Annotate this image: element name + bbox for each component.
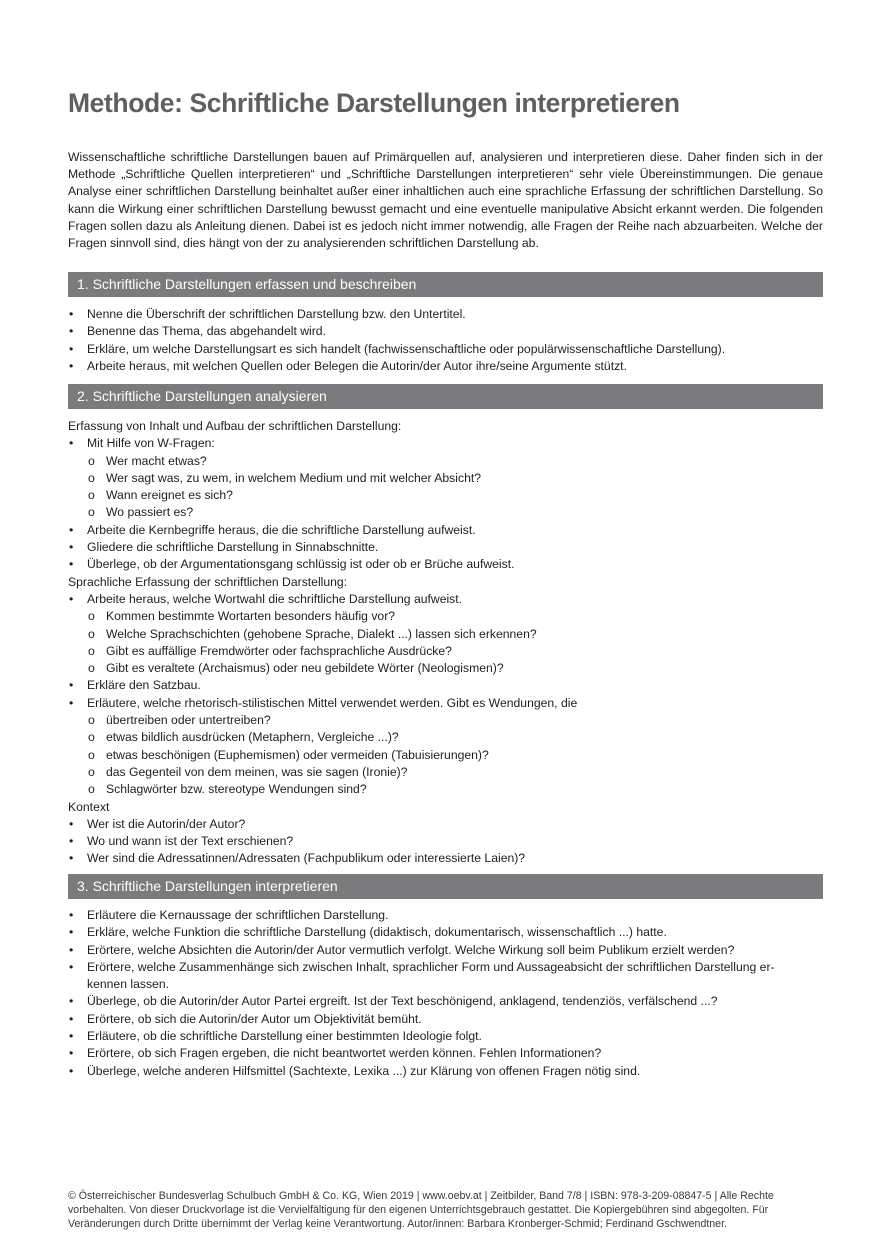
sub-list-item: o Wo passiert es? [68,504,823,521]
section-heading-1: 1. Schriftliche Darstellungen erfassen und beschreiben [68,272,823,297]
list-item: • Nenne die Überschrift der schriftlichen Darstellung bzw. den Untertitel. [68,306,823,323]
sub-list-item: o Gibt es auffällige Fremdwörter oder fachsprachliche Ausdrücke? [68,643,823,660]
list-item: • Wer sind die Adressatinnen/Adressaten (Fachpublikum oder interessierte Laien)? [68,850,823,867]
list-item: • Benenne das Thema, das abgehandelt wird. [68,323,823,340]
list-item: • Wer ist die Autorin/der Autor? [68,816,823,833]
list-item: • Überlege, welche anderen Hilfsmittel (Sachtexte, Lexika ...) zur Klärung von offenen Fragen nötig sind. [68,1063,823,1080]
intro-paragraph: Wissenschaftliche schriftliche Darstellungen bauen auf Primärquellen auf, analysieren und interpretieren diese. Daher finden sich in der Methode „Schriftliche Quellen interpretieren“ und „Schriftliche Darstellungen interpretieren“ sehr viele Übereinstimmungen. Die genaue Analyse einer schriftlichen Darstellung beinhaltet außer einer inhaltlichen auch eine sprachliche Erfassung der schriftlichen Darstellung. So kann die Wirkung einer schriftlichen Darstellung bewusst gemacht und eine eventuelle manipulative Absicht erkannt werden. Die folgenden Fragen sollen dazu als Anleitung dienen. Dabei ist es jedoch nicht immer notwendig, alle Fragen der Reihe nach abzuarbeiten. Welche der Fragen sinnvoll sind, dies hängt von der zu analysierenden schriftlichen Darstellung ab. [68,150,823,251]
list-item: • Erläutere, welche rhetorisch-stilistischen Mittel verwendet werden. Gibt es Wendungen, die [68,695,823,712]
sub-list-item: o etwas beschönigen (Euphemismen) oder vermeiden (Tabuisierungen)? [68,747,823,764]
list-item: • Erkläre, um welche Darstellungsart es sich handelt (fachwissenschaftliche oder populärwissenschaftliche Darstellung). [68,341,823,358]
sub-list-item: o Gibt es veraltete (Archaismus) oder neu gebildete Wörter (Neologismen)? [68,660,823,677]
page-title: Methode: Schriftliche Darstellungen interpretieren [68,88,680,118]
section-heading-3: 3. Schriftliche Darstellungen interpretieren [68,874,823,899]
list-item: • Wo und wann ist der Text erschienen? [68,833,823,850]
list-item: • Überlege, ob der Argumentationsgang schlüssig ist oder ob er Brüche aufweist. [68,556,823,573]
subheading: Sprachliche Erfassung der schriftlichen Darstellung: [68,574,348,589]
copyright-footer: © Österreichischer Bundesverlag Schulbuch GmbH & Co. KG, Wien 2019 | www.oebv.at | Zeitbilder, Band 7/8 | ISBN: 978-3-209-08847-5 | Alle Rechte vorbehalten. Von dieser Druckvorlage ist die Vervielfältigung für den eigenen Unterrichtsgebrauch gestattet. Die Kopiergebühren sind abgegolten. Für Veränderungen durch Dritte übernimmt der Verlag keine Verantwortung. Autor/innen: Barbara Kronberger-Schmid; Ferdinand Gschwendtner. [68,1190,774,1230]
list-item: • Erläutere, ob die schriftliche Darstellung einer bestimmten Ideologie folgt. [68,1028,823,1045]
list-item: • Arbeite heraus, welche Wortwahl die schriftliche Darstellung aufweist. [68,591,823,608]
subheading: Erfassung von Inhalt und Aufbau der schriftlichen Darstellung: [68,419,402,433]
list-item: • Überlege, ob die Autorin/der Autor Partei ergreift. Ist der Text beschönigend, anklagend, tendenziös, verfälschend ...? [68,993,823,1010]
section-2-list [68,418,823,868]
sub-list-item: o Wann ereignet es sich? [68,487,823,504]
list-item: • Erkläre, welche Funktion die schriftliche Darstellung (didaktisch, dokumentarisch, wissenschaftlich ...) hatte. [68,924,823,941]
section-3-list [68,907,823,1080]
sub-list-item: o Kommen bestimmte Wortarten besonders häufig vor? [68,608,823,625]
list-item: • Mit Hilfe von W-Fragen: [68,435,823,452]
sub-list-item: o etwas bildlich ausdrücken (Metaphern, Vergleiche ...)? [68,729,823,746]
sub-list-item: o Welche Sprachschichten (gehobene Sprache, Dialekt ...) lassen sich erkennen? [68,626,823,643]
sub-list-item: o Wer sagt was, zu wem, in welchem Medium und mit welcher Absicht? [68,470,823,487]
subheading: Kontext [68,799,110,814]
sub-list-item: o übertreiben oder untertreiben? [68,712,823,729]
section-heading-2: 2. Schriftliche Darstellungen analysieren [68,384,823,409]
list-item: • Erläutere die Kernaussage der schriftlichen Darstellung. [68,907,823,924]
list-item: • Erörtere, ob sich Fragen ergeben, die nicht beantwortet werden können. Fehlen Informationen? [68,1045,823,1062]
list-item: • Gliedere die schriftliche Darstellung in Sinnabschnitte. [68,539,823,556]
list-item: • Erörtere, welche Absichten die Autorin/der Autor vermutlich verfolgt. Welche Wirkung soll beim Publikum erzielt werden? [68,942,823,959]
section-1-list [68,306,823,375]
sub-list-item: o Wer macht etwas? [68,453,823,470]
list-item: • Erörtere, welche Zusammenhänge sich zwischen Inhalt, sprachlicher Form und Aussageabsicht der schriftlichen Darstellung er- kennen lassen. [68,959,807,994]
list-item: • Erkläre den Satzbau. [68,677,823,694]
sub-list-item: o Schlagwörter bzw. stereotype Wendungen sind? [68,781,823,798]
list-item: • Arbeite heraus, mit welchen Quellen oder Belegen die Autorin/der Autor ihre/seine Argumente stützt. [68,358,823,375]
list-item: • Erörtere, ob sich die Autorin/der Autor um Objektivität bemüht. [68,1011,823,1028]
sub-list-item: o das Gegenteil von dem meinen, was sie sagen (Ironie)? [68,764,823,781]
list-item: • Arbeite die Kernbegriffe heraus, die die schriftliche Darstellung aufweist. [68,522,823,539]
